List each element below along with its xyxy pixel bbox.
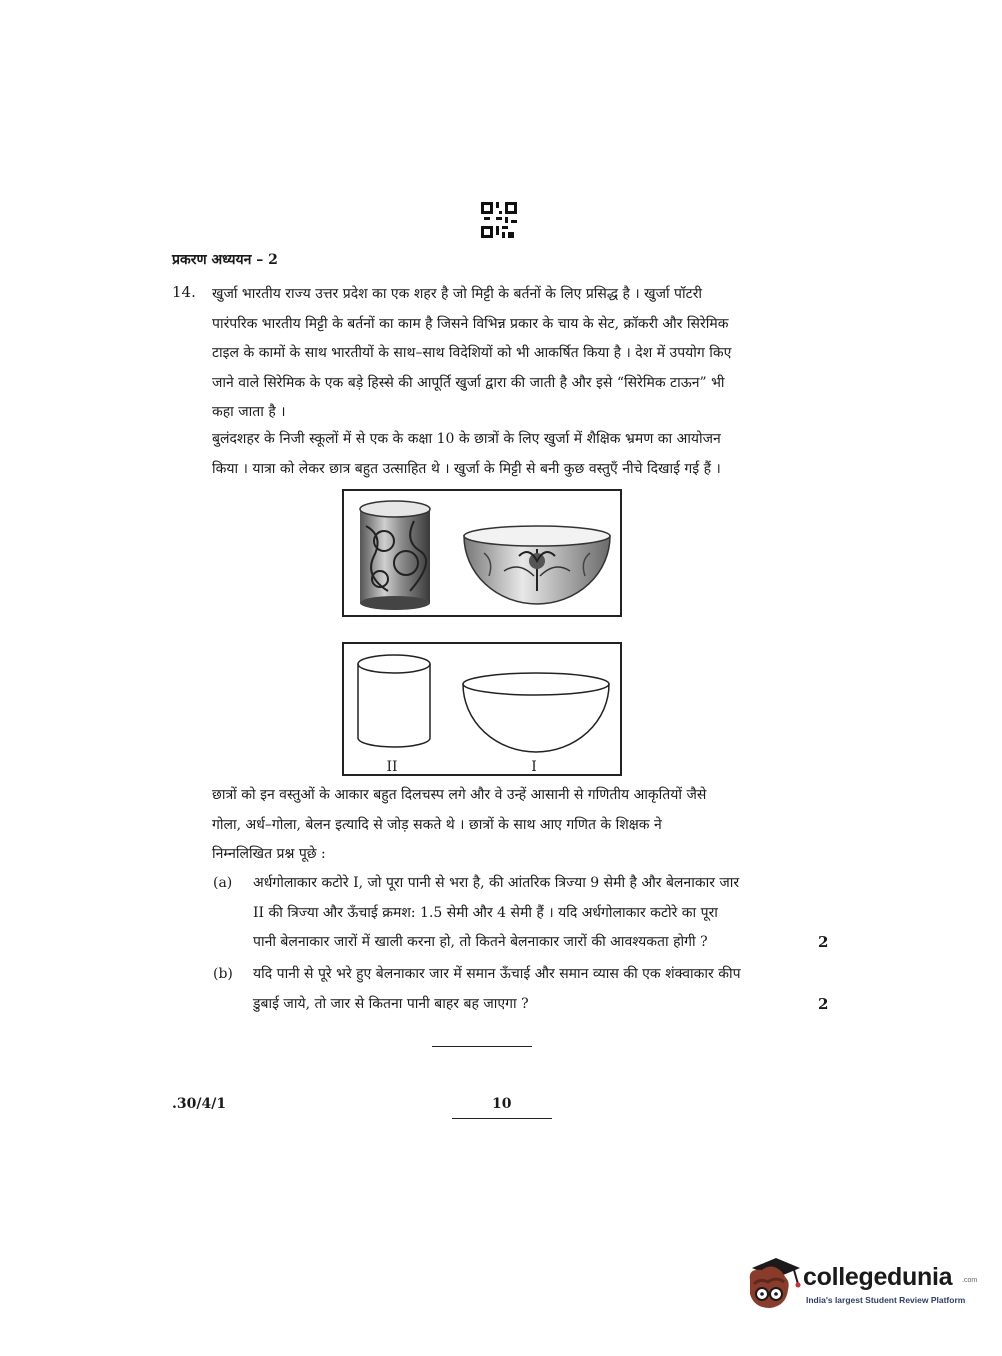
part-a-text [253,869,803,958]
question-number: 14. [172,283,196,301]
section-heading: प्रकरण अध्ययन – 2 [172,252,278,268]
trip-line: बुलंदशहर के निजी स्कूलों में से एक के कक्षा 10 के छात्रों के लिए खुर्जा में शैक्षिक भ्रमण का आयोजन [212,431,721,447]
part-a-marks: 2 [818,933,829,951]
cylinder-shape [358,655,430,747]
after-line: छात्रों को इन वस्तुओं के आकार बहुत दिलचस्प लगे और वे उन्हें आसानी से गणितीय आकृतियों जैसे [212,787,707,803]
end-divider [432,1046,532,1047]
brand-domain: .com [962,1277,978,1284]
pottery-photo-image [344,491,620,615]
trip-paragraph [212,425,794,484]
part-b-line: यदि पानी से पूरे भरे हुए बेलनाकार जार में समान ऊँचाई और समान व्यास की एक शंक्वाकार कीप [253,966,741,982]
part-a-line: II की त्रिज्या और ऊँचाई क्रमश: 1.5 सेमी और 4 सेमी हैं । यदि अर्धगोलाकार कटोरे का पूरा [253,904,718,921]
intro-line: खुर्जा भारतीय राज्य उत्तर प्रदेश का एक शहर है जो मिट्टी के बर्तनों के लिए प्रसिद्ध है । खुर्जा पॉटरी [212,286,703,302]
after-line: गोला, अर्ध–गोला, बेलन इत्यादि से जोड़ सकते थे । छात्रों के साथ आए गणित के शिक्षक ने [212,816,662,833]
after-line: निम्नलिखित प्रश्न पूछे : [212,846,326,862]
trip-line: किया । यात्रा को लेकर छात्र बहुत उत्साहित थे । खुर्जा के मिट्टी से बनी कुछ वस्तुएँ नीचे दिखाई गई हैं । [212,460,721,477]
question-intro [212,280,794,428]
intro-line: कहा जाता है । [212,404,286,420]
after-figure-paragraph [212,781,794,870]
page-number-underline [452,1118,552,1119]
part-b-text [253,960,803,1019]
cylinder-label: II [386,759,398,774]
part-a-line: अर्धगोलाकार कटोरे I, जो पूरा पानी से भरा है, की आंतरिक त्रिज्या 9 सेमी है और बेलनाकार जार [253,875,740,891]
bowl-label: I [531,759,537,774]
shapes-diagram-figure [342,642,622,776]
part-b-line: डुबाई जाये, तो जार से कितना पानी बाहर बह जाएगा ? [253,995,529,1012]
intro-line: टाइल के कामों के साथ भारतीयों के साथ–साथ विदेशियों को भी आकर्षित किया है । देश में उपयोग किए [212,345,732,361]
brand-name: collegedunia [803,1263,953,1291]
intro-line: पारंपरिक भारतीय मिट्टी के बर्तनों का काम है जिसने विभिन्न प्रकार के चाय के सेट, क्रॉकरी और सिरेमिक [212,315,729,332]
pottery-photo-figure [342,489,622,617]
hemisphere-bowl-shape [463,673,609,752]
part-a-line: पानी बेलनाकार जारों में खाली करना हो, तो कितने बेलनाकार जारों की आवश्यकता होगी ? [253,934,708,950]
paper-code: .30/4/1 [172,1096,227,1112]
page-number: 10 [492,1096,512,1112]
qr-code-icon [481,202,517,238]
intro-line: जाने वाले सिरेमिक के एक बड़े हिस्से की आपूर्ति खुर्जा द्वारा की जाती है और इसे “सिरेमिक टाऊन” भी [212,374,725,391]
collegedunia-mascot-icon [742,1250,804,1312]
shapes-diagram [344,644,620,774]
part-a-label: (a) [213,875,233,891]
part-b-label: (b) [213,966,233,982]
brand-tagline: India's largest Student Review Platform [806,1295,966,1305]
part-b-marks: 2 [818,995,829,1013]
